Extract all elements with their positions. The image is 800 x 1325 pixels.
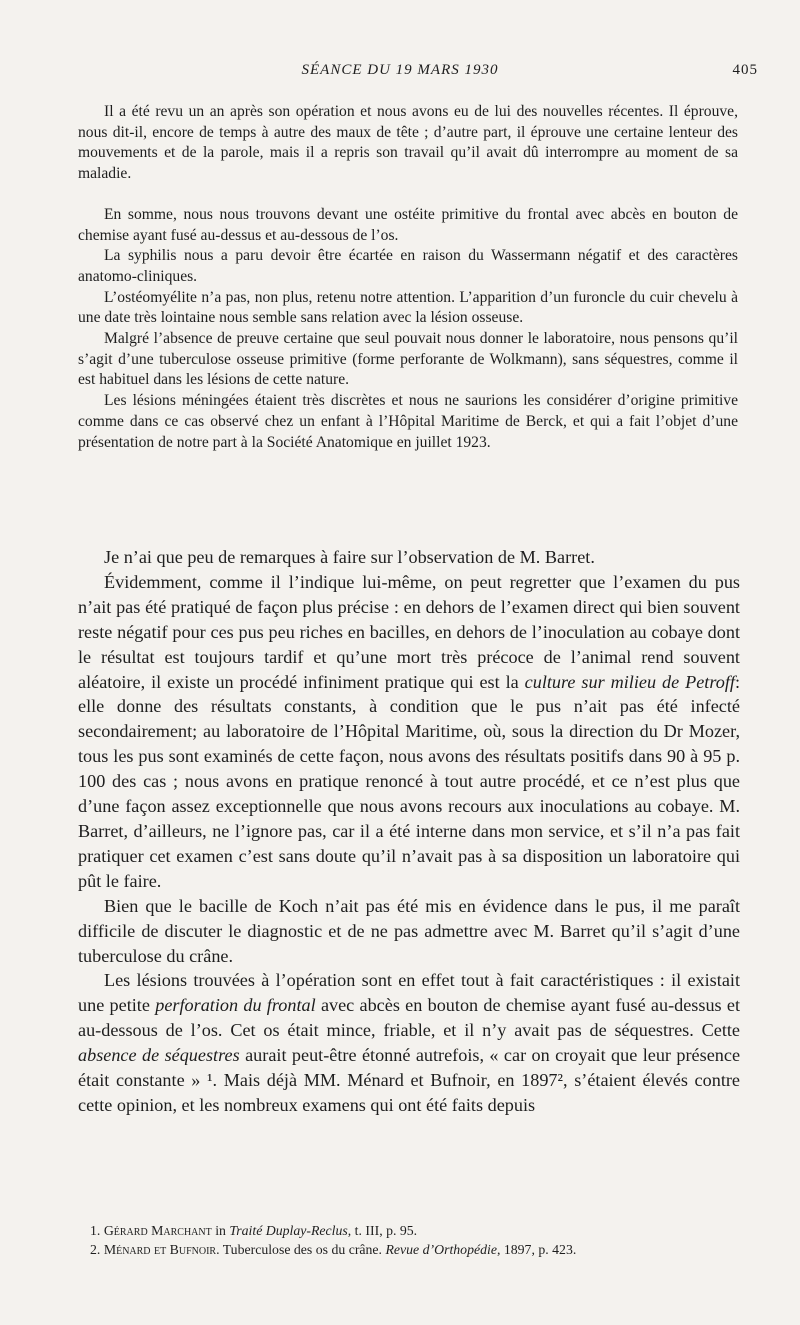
discussion-paragraph: Je n’ai que peu de remarques à faire sur l’observation de M. Barret. [104,547,595,567]
discussion-paragraph: Bien que le bacille de Koch n’ait pas été mis en évidence dans le pus, il me paraît difficile de discuter le diagnostic et de ne pas admettre avec M. Barret qu’il s’agit d’une tuberculose du crâne. [78,895,740,966]
discussion [78,545,740,1118]
discussion-paragraph [78,968,740,1117]
case-paragraph: Les lésions méningées étaient très discrètes et nous ne saurions les considérer d’origine primitive comme dans ce cas observé chez un enfant à l’Hôpital Maritime de Berck, et qui a fait l’objet d’une présentation de notre part à la Société Anatomique en juillet 1923. [78,392,738,451]
header-title: SÉANCE DU 19 MARS 1930 [301,62,499,78]
footnote-author: Gérard Marchant [103,1223,212,1238]
case-report [78,102,738,453]
text-run: avec abcès en bouton de chemise ayant fusé au-dessus et au-dessous de l’os. Cet os était mince, friable, et il n’y avait pas de séquestres. Cette [78,995,741,1041]
footnote-mark: 2. [90,1241,101,1257]
text-run: : elle donne des résultats constants, à condition que le pus n’ait pas été infecté secondairement; au laboratoire de l’Hôpital Maritime, où, sous la direction du Dr Mozer, tous les pus sont examinés de cette façon, nous avons des résultats positifs dans 90 à 95 p. 100 des cas ; nous avons en pratique renoncé à tout autre procédé, et ce n’est plus que d’une façon assez exceptionnelle que nous avons recours aux inoculations au cobaye. M. Barret, d’ailleurs, ne l’ignore pas, car il a été interne dans mon service, et s’il n’a pas fait pratiquer cet examen c’est sans doute qu’il n’avait pas à sa disposition un laboratoire qui pût le faire. [78,671,740,891]
footnote-journal: Revue d’Orthopédie [385,1241,497,1257]
emphasis-absence: absence de séquestres [78,1045,240,1066]
emphasis-culture: culture sur milieu de Petroff [524,671,735,692]
footnotes [78,1222,740,1259]
footnote-text: , 1897, p. 423. [496,1241,577,1257]
text-run: Évidemment, comme il l’indique lui-même, on peut regretter que l’examen du pus n’ait pas été pratiqué de façon plus précise : en dehors de l’examen direct qui bien souvent reste négatif pour ces pus peu riches en bacilles, en dehors de l’inoculation au cobaye dont le résultat est toujours tardif et qu’une mort très précoce de l’animal rend souvent aléatoire, il existe un procédé infiniment pratique qui est la [78,571,740,692]
footnote-title: Tuberculose des os du crâne. [222,1241,383,1257]
footnote-1 [78,1222,740,1241]
case-paragraph: Il a été revu un an après son opération et nous avons eu de lui des nouvelles récentes. Il éprouve, nous dit-il, encore de temps à autre des maux de tête ; d’autre part, il éprouve une certaine lenteur des mouvements et de la parole, mais il a repris son travail qu’il avait dû interrompre au moment de sa maladie. [78,103,738,183]
text-run: aurait peut-être étonné autrefois, « car on croyait que leur présence était constante » ¹. Mais déjà MM. Ménard et Bufnoir, en 1897², s’étaient élevés contre cette opinion, et les nombreux examens qui ont été faits depuis [78,1045,741,1115]
emphasis-perforation: perforation du frontal [155,995,316,1016]
case-paragraph: Malgré l’absence de preuve certaine que seul pouvait nous donner le laboratoire, nous pensons qu’il s’agit d’une tuberculose osseuse primitive (forme perforante de Wolkmann), sans séquestres, comme il est habituel dans les lésions de cette nature. [78,330,738,389]
footnote-text: , t. III, p. 95. [347,1223,418,1238]
footnote-author: Ménard et Bufnoir. [103,1241,220,1257]
page-number: 405 [732,62,758,78]
case-paragraph: La syphilis nous a paru devoir être écartée en raison du Wassermann négatif et des caractères anatomo-cliniques. [78,247,738,285]
footnote-mark: 1. [90,1223,101,1238]
footnote-2 [78,1241,740,1260]
case-paragraph: L’ostéomyélite n’a pas, non plus, retenu notre attention. L’apparition d’un furoncle du cuir chevelu à une date très lointaine nous semble sans relation avec la lésion osseuse. [78,288,738,327]
running-header [0,62,800,84]
footnote-text: in [215,1223,226,1238]
footnote-work: Traité Duplay-Reclus [229,1223,348,1238]
case-paragraph: En somme, nous nous trouvons devant une ostéite primitive du frontal avec abcès en bouton de chemise ayant fusé au-dessus et au-dessous de l’os. [78,205,738,244]
text-run: Les lésions trouvées à l’opération sont en effet tout à fait caractéristiques : il existait une petite [78,970,740,1016]
discussion-paragraph [78,570,740,894]
